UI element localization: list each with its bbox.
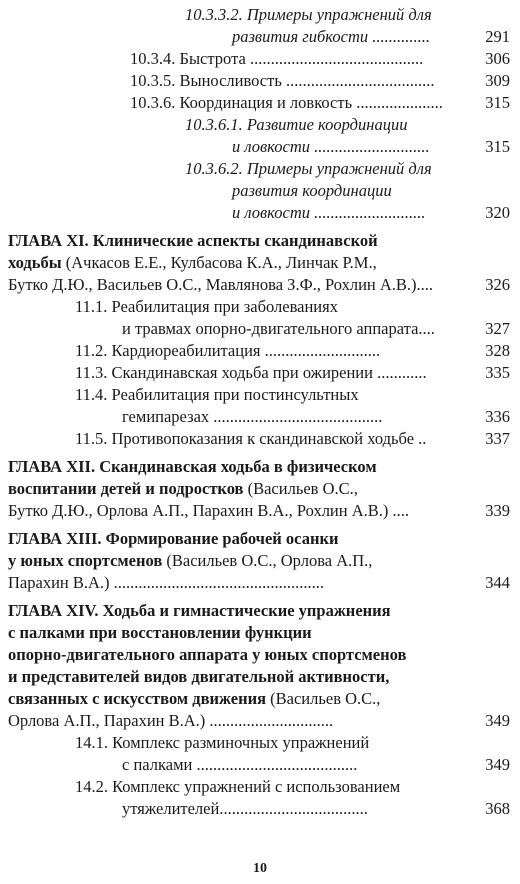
toc-line: 10.3.3.2. Примеры упражнений для: [185, 5, 432, 24]
toc-line: Орлова А.П., Парахин В.А.) .............................. 349: [8, 711, 510, 730]
toc-line: 10.3.6. Координация и ловкость ..................... 315: [130, 93, 510, 112]
toc-line: Бутко Д.Ю., Васильев О.С., Мавлянова З.Ф., Рохлин А.В.).... 326: [8, 275, 510, 294]
page-number: 306: [485, 49, 510, 68]
chapter-heading: ГЛАВА XI. Клинические аспекты скандинавской: [8, 231, 378, 250]
chapter-heading: с палками при восстановлении функции: [8, 623, 312, 642]
toc-line: гемипарезах ......................................... 336: [122, 407, 510, 426]
toc-line: 11.3. Скандинавская ходьба при ожирении ............ 335: [75, 363, 510, 382]
page-number: 291: [485, 27, 510, 46]
page-number: 344: [485, 573, 510, 592]
chapter-heading: опорно-двигательного аппарата у юных спортсменов: [8, 645, 407, 664]
toc-line: 11.5. Противопоказания к скандинавской ходьбе .. 337: [75, 429, 510, 448]
toc-line: развития гибкости .............. 291: [232, 27, 510, 46]
page-number: 309: [485, 71, 510, 90]
toc-line: 11.1. Реабилитация при заболеваниях: [75, 297, 338, 316]
toc-line: ходьбы (Ачкасов Е.Е., Кулбасова К.А., Линчак Р.М.,: [8, 253, 377, 272]
toc-line: 14.1. Комплекс разминочных упражнений: [75, 733, 370, 752]
toc-line: 10.3.5. Выносливость .................................... 309: [130, 71, 510, 90]
page-number: 339: [485, 501, 510, 520]
toc-line: 11.4. Реабилитация при постинсультных: [75, 385, 359, 404]
toc-line: утяжелителей.................................... 368: [122, 799, 510, 818]
page-number: 349: [485, 711, 510, 730]
page-number: 327: [485, 319, 510, 338]
chapter-heading: ГЛАВА XIII. Формирование рабочей осанки: [8, 529, 339, 548]
toc-line: у юных спортсменов (Васильев О.С., Орлова А.П.,: [8, 551, 373, 570]
folio-page-number: 10: [253, 861, 267, 876]
toc-line: с палками ....................................... 349: [122, 755, 510, 774]
toc-line: воспитании детей и подростков (Васильев О.С.,: [8, 479, 358, 498]
toc-line: 10.3.6.2. Примеры упражнений для: [185, 159, 432, 178]
toc-line: 10.3.4. Быстрота .......................................... 306: [130, 49, 510, 68]
page-number: 328: [485, 341, 510, 360]
toc-line: 14.2. Комплекс упражнений с использованием: [75, 777, 401, 796]
chapter-heading: и представителей видов двигательной активности,: [8, 667, 390, 686]
page-number: 335: [485, 363, 510, 382]
chapter-heading: ГЛАВА XII. Скандинавская ходьба в физическом: [8, 457, 377, 476]
page-number: 320: [485, 203, 510, 222]
page-number: 336: [485, 407, 510, 426]
toc-line: связанных с искусством движения (Васильев О.С.,: [8, 689, 381, 708]
toc-line: и ловкости ........................... 320: [232, 203, 510, 222]
toc-line: 11.2. Кардиореабилитация ............................ 328: [75, 341, 510, 360]
chapter-heading: ГЛАВА XIV. Ходьба и гимнастические упражнения: [8, 601, 391, 620]
page-number: 349: [485, 755, 510, 774]
toc-line: 10.3.6.1. Развитие координации: [185, 115, 408, 134]
page-number: 315: [485, 137, 510, 156]
page-number: 315: [485, 93, 510, 112]
toc-line: и травмах опорно-двигательного аппарата.... 327: [122, 319, 510, 338]
toc-line: развития координации: [232, 181, 392, 200]
toc-line: и ловкости ............................ 315: [232, 137, 510, 156]
toc-line: Парахин В.А.) ................................................... 344: [8, 573, 510, 592]
page-number: 368: [485, 799, 510, 818]
toc-line: Бутко Д.Ю., Орлова А.П., Парахин В.А., Рохлин А.В.) .... 339: [8, 501, 510, 520]
page-number: 337: [485, 429, 510, 448]
page-number: 326: [485, 275, 510, 294]
